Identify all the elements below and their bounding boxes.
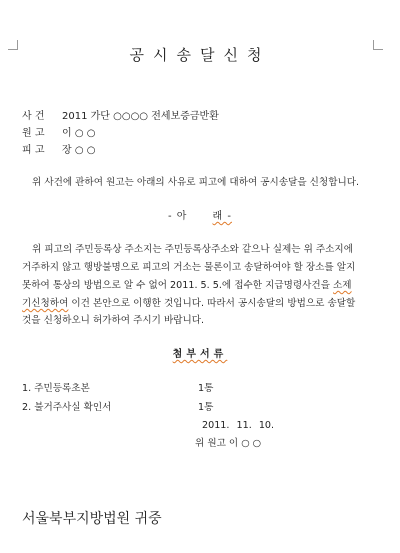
defendant-label: 피 고: [22, 145, 45, 156]
case-label: 사 건: [22, 111, 45, 122]
body-line: [22, 277, 352, 291]
body-line: [32, 241, 353, 255]
case-value: 2011 가단 ○○○○ 전세보증금반환: [62, 111, 219, 122]
plaintiff-value: 이 ○ ○: [62, 128, 96, 139]
intro-text: 위 사건에 관하여 원고는 아래의 사유로 피고에 대하여 공시송달을 신청합니다.: [32, 177, 360, 188]
applicant-signature-line: 위 원고 이 ○ ○: [195, 438, 262, 449]
attachment-item: [22, 399, 214, 413]
body-text: 이건 본안으로 이행한 것입니다. 따라서 공시송달의 방법으로 송달할: [68, 298, 356, 309]
defendant-value: 장 ○ ○: [62, 145, 96, 156]
attachment-count: 1통: [198, 383, 214, 394]
document-title: 공시송달신청: [129, 46, 271, 64]
body-text: 위 피고의 주민등록상 주소지는 주민등록상주소와 같으나 실제는 위 주소지에: [32, 244, 353, 255]
body-line: [22, 295, 355, 309]
notice-heading: [0, 207, 400, 222]
attachments-title-text: 첨부서류: [172, 349, 228, 360]
plaintiff-field: [22, 124, 95, 139]
body-line: [22, 312, 204, 326]
case-field: [22, 107, 219, 122]
plaintiff-label: 원 고: [22, 128, 45, 139]
body-line: [22, 259, 355, 273]
notice-left: - 아: [168, 211, 188, 222]
defendant-field: [22, 141, 95, 156]
attachment-item: [22, 380, 214, 394]
attachment-name: 1. 주민등록초본: [22, 383, 90, 394]
attachments-title: [0, 345, 400, 360]
attachment-count: 1통: [198, 402, 214, 413]
body-text: 거주하지 않고 행방불명으로 피고의 거소는 물론이고 송달하여야 할 장소를 알지: [22, 262, 356, 273]
court-addressee: 서울북부지방법원 귀중: [22, 511, 162, 527]
spellcheck-marked-text: 소제: [333, 280, 352, 291]
attachment-name: 2. 불거주사실 확인서: [22, 402, 112, 413]
spellcheck-marked-text: 기신청하여: [22, 298, 69, 309]
notice-right: 래 -: [212, 211, 232, 222]
body-text: 못하여 통상의 방법으로 알 수 없어 2011. 5. 5.에 접수한 지급명령사건을: [22, 280, 334, 291]
body-text: 것을 신청하오니 허가하여 주시기 바랍니다.: [22, 315, 205, 326]
filing-date: 2011. 11. 10.: [202, 420, 275, 431]
